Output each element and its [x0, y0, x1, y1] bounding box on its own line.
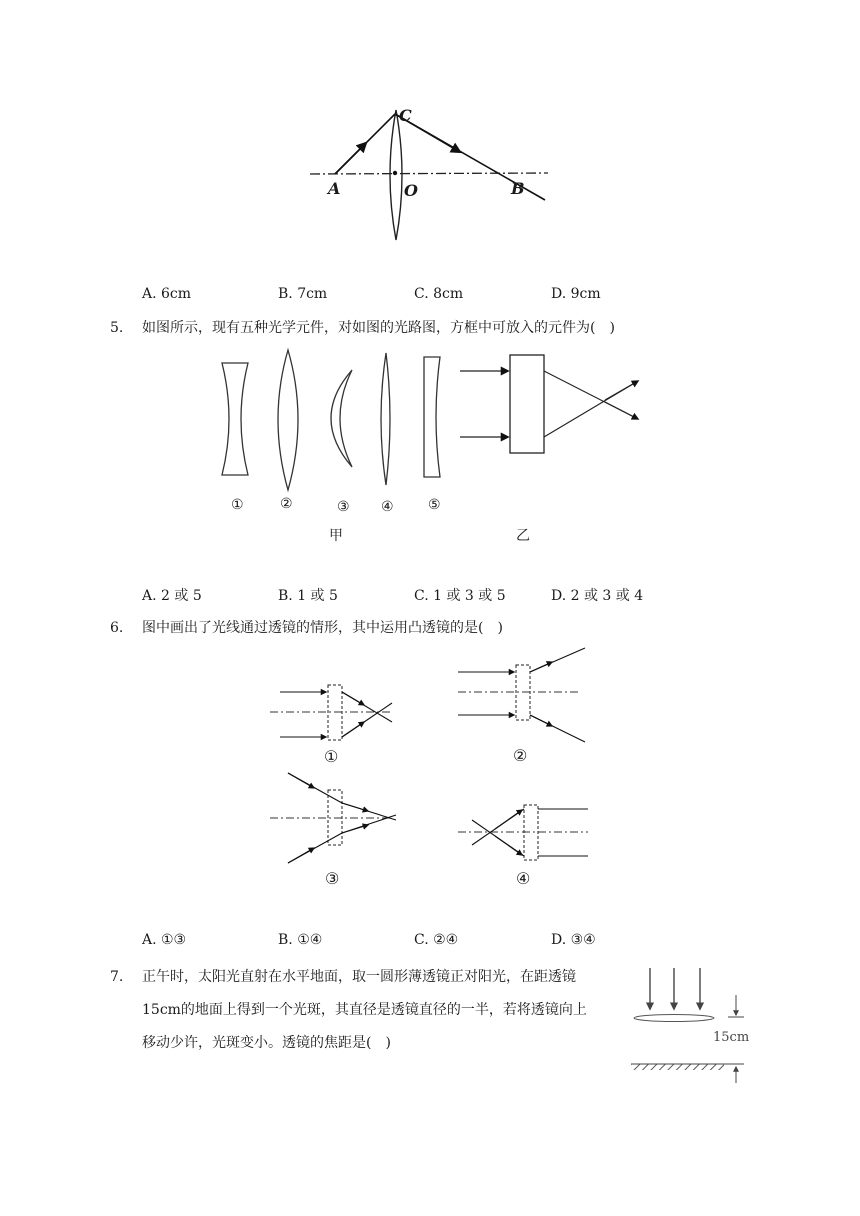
q5-label-1: ① [231, 497, 244, 513]
q5-label-2: ② [280, 496, 293, 512]
q6-label-3: ③ [325, 869, 340, 888]
q7-distance-label: 15cm [713, 1030, 750, 1045]
q5-option-b[interactable]: B. 1 或 5 [278, 588, 338, 604]
q6-option-a[interactable]: A. ①③ [142, 932, 187, 948]
q5-stem: 如图所示，现有五种光学元件，对如图的光路图，方框中可放入的元件为( ) [142, 320, 615, 336]
q4-label-b: B [511, 179, 525, 198]
q5-option-d[interactable]: D. 2 或 3 或 4 [551, 588, 644, 604]
q5-option-c[interactable]: C. 1 或 3 或 5 [414, 588, 506, 604]
q5-number: 5. [110, 320, 124, 336]
q7-stem-line-2: 15cm的地面上得到一个光斑，其直径是透镜直径的一半，若将透镜向上 [142, 1002, 587, 1018]
q6-label-2: ② [513, 746, 528, 765]
q4-option-b[interactable]: B. 7cm [278, 286, 328, 302]
q4-label-a: A [328, 179, 341, 198]
q4-option-c[interactable]: C. 8cm [414, 286, 464, 302]
q4-label-c: C [399, 106, 412, 125]
q6-stem: 图中画出了光线通过透镜的情形，其中运用凸透镜的是( ) [142, 620, 503, 636]
q7-number: 7. [110, 969, 124, 985]
q5-optical-elements [210, 345, 650, 495]
q5-label-4: ④ [381, 499, 394, 515]
q6-label-4: ④ [516, 869, 531, 888]
q4-option-a[interactable]: A. 6cm [142, 286, 192, 302]
q5-option-a[interactable]: A. 2 或 5 [142, 588, 202, 604]
q5-label-3: ③ [337, 499, 350, 515]
q6-option-c[interactable]: C. ②④ [414, 932, 459, 948]
q7-stem-line-1: 正午时，太阳光直射在水平地面，取一圆形薄透镜正对阳光，在距透镜 [142, 969, 576, 985]
q6-option-d[interactable]: D. ③④ [551, 932, 596, 948]
q4-option-d[interactable]: D. 9cm [551, 286, 601, 302]
q4-label-o: O [404, 181, 418, 200]
q6-number: 6. [110, 620, 124, 636]
q7-stem-line-3: 移动少许，光斑变小。透镜的焦距是( ) [142, 1035, 391, 1051]
q5-label-5: ⑤ [428, 497, 441, 513]
q6-option-b[interactable]: B. ①④ [278, 932, 323, 948]
q5-caption-jia: 甲 [329, 528, 343, 544]
q7-sunlight-lens-figure [628, 965, 753, 1085]
q5-caption-yi: 乙 [516, 528, 530, 544]
q6-label-1: ① [324, 747, 339, 766]
q4-lens-diagram [300, 100, 560, 245]
q6-lens-diagrams [260, 645, 600, 875]
